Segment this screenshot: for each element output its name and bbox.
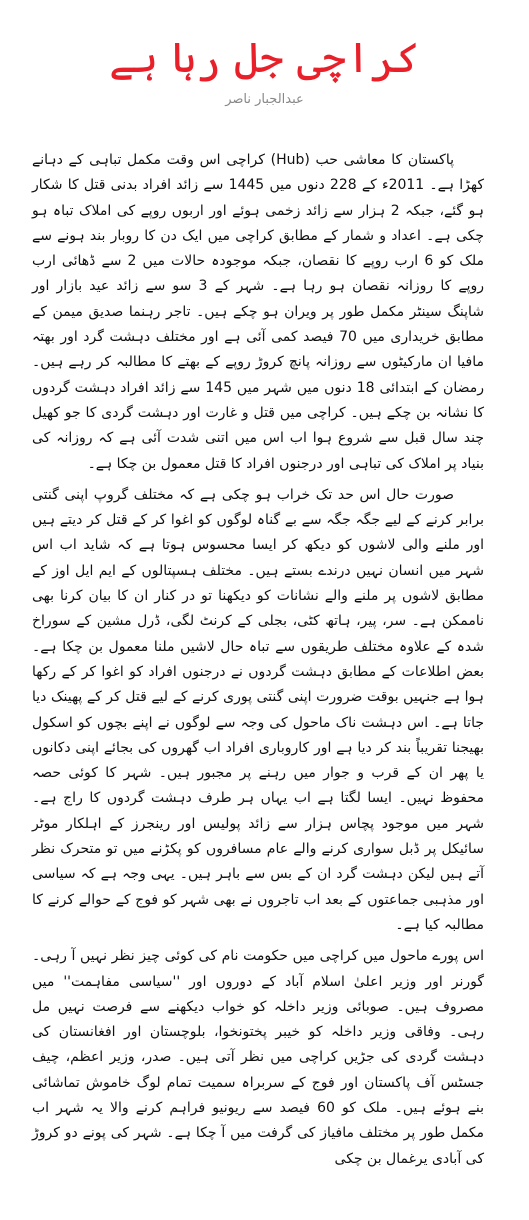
article-body [32, 148, 484, 1172]
article-author: عبدالجبار ناصر [225, 92, 304, 107]
paragraph: صورت حال اس حد تک خراب ہو چکی ہے کہ مختلف گروپ اپنی گنتی برابر کرنے کے لیے جگہ جگہ سے بے گناہ لوگوں کو اغوا کر کے قتل کر دیتے ہیں اور ملنے والی لاشوں کو دیکھ کر ایسا محسوس ہوتا ہے کہ شاید اب اس شہر میں انسان نہیں درندے بستے ہیں۔ مختلف ہسپتالوں کے ایم ایل اوز کے مطابق لاشوں پر ملنے والے نشانات کو دیکھنا تو در کنار ان کا بیان کرنا بھی ناممکن ہے۔ سر، پیر، ہاتھ کٹی، بجلی کے کرنٹ لگی، ڈرل مشین کے سوراخ شدہ کے علاوہ مختلف طریقوں سے تباہ حال لاشیں ملنا معمول بن چکا ہے۔ بعض اطلاعات کے مطابق دہشت گردوں نے درجنوں افراد کو اغوا کر کے رکھا ہوا ہے جنہیں بوقت ضرورت اپنی گنتی پوری کرنے کے لیے قتل کر کے پھینک دیا جاتا ہے۔ اس دہشت ناک ماحول کی وجہ سے لوگوں نے اپنے بچوں کو اسکول بھیجنا تقریباً بند کر دیا ہے اور کاروباری افراد اب گھروں کی بجائے اپنی دکانوں یا پھر ان کے قرب و جوار میں رہنے پر مجبور ہیں۔ شہر کا کوئی حصہ محفوظ نہیں۔ ایسا لگتا ہے اب یہاں ہر طرف دہشت گردوں کا راج ہے۔ شہر میں موجود پچاس ہزار سے زائد پولیس اور رینجرز کے اہلکار موٹر سائیکل پر ڈبل سواری کرنے والے عام مسافروں کو پکڑنے میں تو متحرک نظر آتے ہیں لیکن دہشت گرد ان کے بس سے باہر ہیں۔ یہی وجہ ہے کہ سیاسی اور مذہبی جماعتوں کے بعد اب تاجروں نے بھی شہر کو فوج کے حوالے کرنے کا مطالبہ کیا ہے۔ [32, 486, 484, 933]
article-title: کراچی جل رہا ہے [109, 33, 420, 82]
paragraph: اس پورے ماحول میں کراچی میں حکومت نام کی کوئی چیز نظر نہیں آ رہی۔ گورنر اور وزیر اعلیٰ اسلام آباد کے دوروں اور ''سیاسی مفاہمت'' میں مصروف ہیں۔ صوبائی وزیر داخلہ کو خواب دیکھنے سے فرصت نہیں مل رہی۔ وفاقی وزیر داخلہ کو خیبر پختونخوا، بلوچستان اور افغانستان کی دہشت گردی کی جڑیں کراچی میں نظر آتی ہیں۔ صدر، وزیر اعظم، چیف جسٹس آف پاکستان اور فوج کے سربراہ سمیت تمام لوگ خاموش تماشائی بنے ہوئے ہیں۔ ملک کو 60 فیصد سے ریونیو فراہم کرنے والا یہ شہر اب مکمل طور پر مختلف مافیاز کی گرفت میں آ چکا ہے۔ شہر کی پونے دو کروڑ کی آبادی یرغمال بن چکی [32, 948, 484, 1167]
paragraph: پاکستان کا معاشی حب (Hub) کراچی اس وقت مکمل تباہی کے دہانے کھڑا ہے۔ 2011ء کے 228 دنوں میں 1445 سے زائد افراد بدنی قتل کا شکار ہو گئے، جبکہ 2 ہزار سے زائد زخمی ہوئے اور اربوں روپے کی املاک تباہ ہو چکی ہے۔ اعداد و شمار کے مطابق کراچی میں ایک دن کا روبار بند ہونے سے ملک کو 6 ارب روپے کا نقصان، جبکہ موجودہ حالات میں 2 سے ڈھائی ارب روپے کا روزانہ نقصان ہو رہا ہے۔ شہر کے 3 سو سے زائد عید بازار اور شاپنگ سینٹر مکمل طور پر ویران ہو چکے ہیں۔ تاجر رہنما صدیق میمن کے مطابق خریداری میں 70 فیصد کمی آئی ہے اور مختلف دہشت گرد اور بھتہ مافیا ان مارکیٹوں سے روزانہ پانچ کروڑ روپے کے بھتے کا مطالبہ کر رہے ہیں۔ رمضان کے ابتدائی 18 دنوں میں شہر میں 145 سے زائد افراد دہشت گردوں کا نشانہ بن چکے ہیں۔ کراچی میں قتل و غارت اور دہشت گردی کا جو کھیل چند سال قبل سے شروع ہوا اب اس میں اتنی شدت آئی ہے کہ روزانہ کی بنیاد پر املاک کی تباہی اور درجنوں افراد کا قتل معمول بن چکا ہے۔ [32, 152, 485, 472]
